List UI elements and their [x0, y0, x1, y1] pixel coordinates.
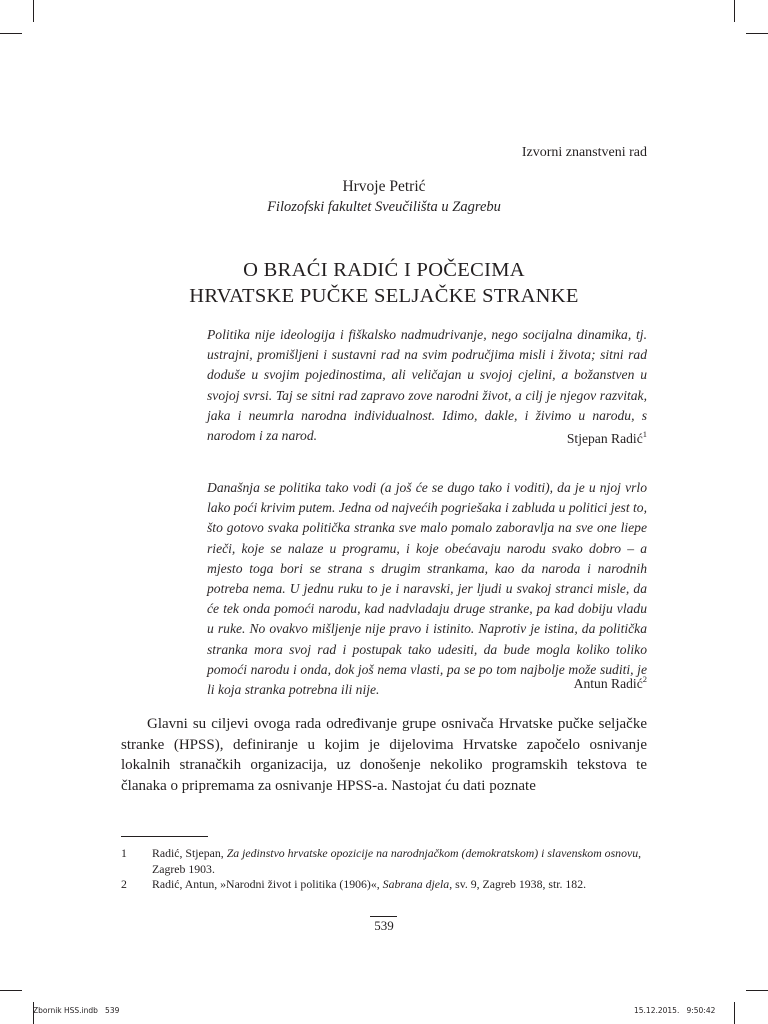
author-name: Hrvoje Petrić [342, 178, 426, 195]
footnote-italic-title: Sabrana djela [382, 877, 450, 891]
article-type: Izvorni znanstveni rad [521, 145, 647, 160]
epigraph-author: Antun Radić [573, 676, 643, 691]
article-title-line-1: O BRAĆI RADIĆ I POČECIMA [243, 259, 525, 281]
crop-mark [746, 33, 768, 34]
footnote-ref[interactable]: 1 [642, 429, 647, 439]
footnote-part: Radić, Stjepan, [152, 846, 227, 860]
footnote-italic-title: Za jedinstvo hrvatske opozicije na narodnjačkom (demokratskom) i slavenskom osnovu [226, 846, 639, 860]
footnote-part: , sv. 9, Zagreb 1938, str. 182. [449, 877, 587, 891]
footnote-number: 2 [121, 877, 127, 891]
footnote-ref[interactable]: 2 [642, 674, 647, 684]
epigraph-quote: Današnja se politika tako vodi (a još će se dugo tako i voditi), da je u njoj vrlo lako poći krivim putem. Jedna od najvećih pogriešaka i zabluda u politici jest to, što gotovo svaka politička stranka sve malo pomalo zaboravlja na sve one liepe rieči, koje se nalaze u programu, i koje obećavaju narodu svako dobro – a mjesto toga bori se strana s drugim strankama, kao da naroda i narodnih potreba nema. U jednu ruku to je i naravski, jer ljudi u svakoj stranci misle, da će tek onda pomoći narodu, kad nadvladaju druge stranke, pa kad dobiju vladu u ruke. No ovakvo mišljenje nije pravo i istinito. Naprotiv je istina, da politička stranka mora svoj rad i postupak tako udesiti, da bude mogla koliko toliko pomoći narodu i onda, dok još nema vlasti, pa se po tom najbolje može suditi, je li koja stranka potrebna ili nije. [207, 480, 647, 698]
print-slug-datetime: 15.12.2015. 9:50:42 [634, 1006, 716, 1015]
footnote-part: Radić, Antun, »Narodni život i politika (1906)«, [152, 877, 383, 891]
crop-mark [33, 0, 34, 22]
footnote [121, 846, 647, 877]
crop-mark [746, 990, 768, 991]
article-title-line-2: HRVATSKE PUČKE SELJAČKE STRANKE [189, 285, 579, 307]
footnote [121, 877, 647, 893]
crop-mark [0, 990, 22, 991]
epigraph-author: Stjepan Radić [566, 431, 643, 446]
epigraph-attribution [574, 676, 647, 692]
footnote-number: 1 [121, 846, 127, 860]
page-number: 539 [374, 918, 394, 933]
epigraph-quote: Politika nije ideologija i fiškalsko nadmudrivanje, nego socijalna dinamika, tj. ustrajni, promišljeni i sustavni rad na svim područjima misli i života; sitni rad doduše u svojim pojedinostima, ali veličajan u svojoj cjelini, a božanstven u svojoj svrsi. Taj se sitni rad zapravo zove narodni život, a cilj je njegov razvitak, jaka i neumrla narodna individualnost. Idimo, dakle, i živimo u narodu, s narodom i za narod. [207, 327, 647, 444]
crop-mark [0, 33, 22, 34]
crop-mark [734, 0, 735, 22]
print-slug-file: Zbornik HSS.indb 539 [33, 1006, 120, 1015]
footnote-part: , Zagreb 1903. [152, 846, 642, 876]
footnote-text [152, 846, 647, 877]
page-number-rule [370, 916, 397, 917]
footnote-divider [121, 836, 208, 837]
epigraph-attribution [567, 431, 647, 447]
body-paragraph: Glavni su ciljevi ovoga rada određivanje grupe osnivača Hrvatske pučke seljačke stranke (HPSS), definiranje u kojim je dijelovima Hrvatske započelo osnivanje lokalnih stranačkih organizacija, uz donošenje nekoliko programskih tekstova te članaka o pripremama za osnivanje HPSS-a. Nastojat ću dati poznate [121, 716, 647, 794]
crop-mark [734, 1002, 735, 1024]
author-affiliation: Filozofski fakultet Sveučilišta u Zagrebu [267, 199, 501, 215]
footnote-text [152, 877, 647, 893]
